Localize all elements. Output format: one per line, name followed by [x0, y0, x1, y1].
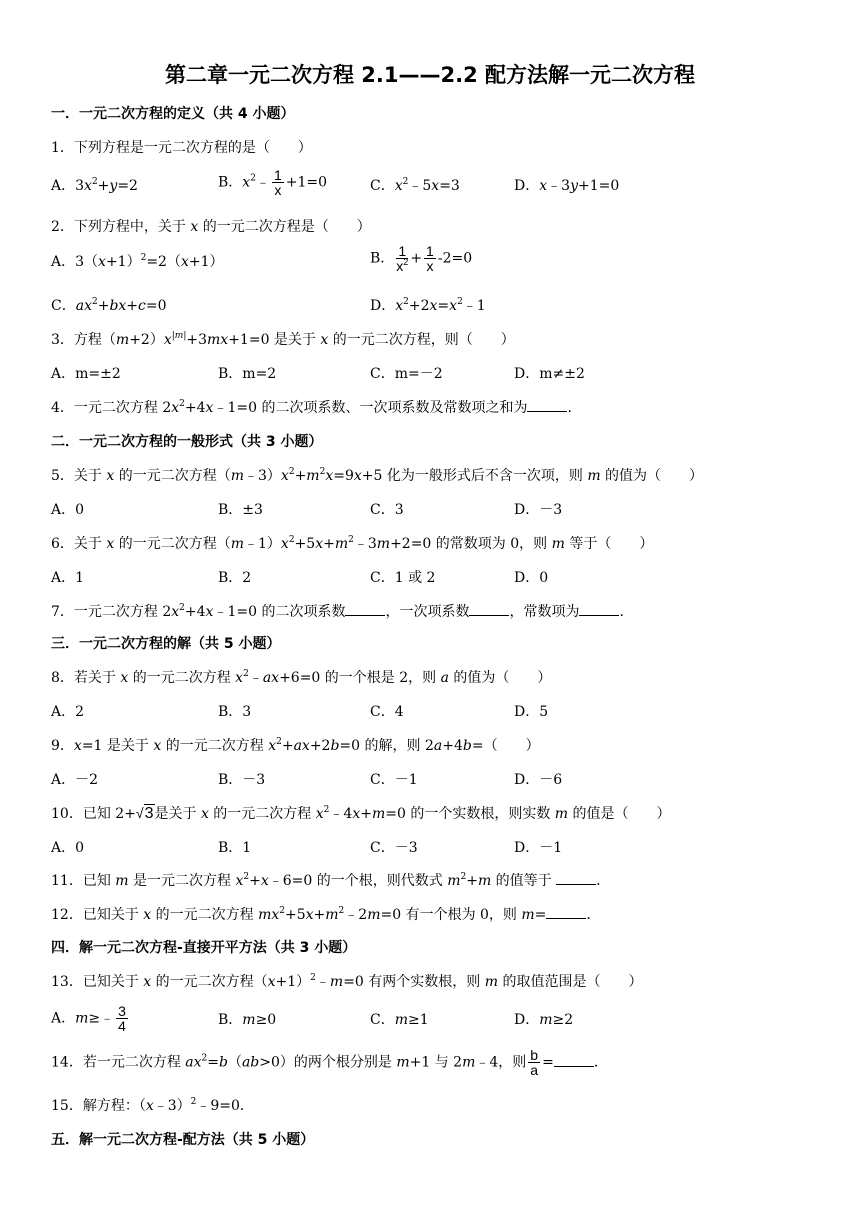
question-5: 5．关于 x 的一元二次方程$(m﹣3)x^2+m^2x=9x+5$ 化为一般形式后不含一次项，则 m 的值为（ ） [51, 467, 704, 484]
q9-option-d: D．－6 [514, 772, 563, 788]
q2-option-a: A．$3(x+1)^2=2(x+1)$ [51, 253, 224, 270]
q1-option-d: D．x﹣3y+1=0 [514, 178, 620, 194]
q5-option-b: B．±3 [218, 502, 263, 518]
q1-option-c: C．$x^2﹣5x=3$ [370, 177, 460, 194]
question-7: 7．一元二次方程 $2x^2+4x﹣1=0$ 的二次项系数 ，一次项系数 ，常数项为 ． [51, 603, 634, 620]
question-3: 3．方程$(m+2)x^{|m|}+3mx+1=0$ 是关于 x 的一元二次方程，则（ ） [51, 331, 515, 348]
section-heading-4: 四．解一元二次方程-直接开平方法（共 3 小题） [51, 940, 357, 956]
q9-option-c: C．－1 [370, 772, 418, 788]
question-1: 1．下列方程是一元二次方程的是（ ） [51, 140, 312, 156]
q6-option-d: D．0 [514, 570, 549, 586]
q2-option-d: D．$x^2+2x=x^2﹣1$ [370, 297, 486, 314]
q3-option-c: C．m=－2 [370, 366, 443, 382]
q10-option-c: C．－3 [370, 840, 418, 856]
section-heading-5: 五．解一元二次方程-配方法（共 5 小题） [51, 1132, 315, 1148]
q8-option-b: B．3 [218, 704, 252, 720]
question-14: 14．若一元二次方程 $ax^2=b(ab>0)$的两个根分别是 m+1 与 2m﹣4，则 $\frac{b}{a}$ = ． [51, 1047, 608, 1078]
q8-option-c: C．4 [370, 704, 404, 720]
q3-option-b: B．m=2 [218, 366, 277, 382]
q1-option-b: B．$x^2﹣$ $\frac{1}{x}$ +1=0 [218, 167, 328, 198]
section-heading-2: 二．一元二次方程的一般形式（共 3 小题） [51, 434, 323, 450]
section-heading-3: 三．一元二次方程的解（共 5 小题） [51, 636, 281, 652]
q3-option-d: D．m≠±2 [514, 366, 585, 382]
q8-option-a: A．2 [51, 704, 85, 720]
question-2: 2．下列方程中，关于 x 的一元二次方程是（ ） [51, 219, 371, 235]
page-title: 第二章一元二次方程 2.1——2.2 配方法解一元二次方程 [164, 63, 696, 87]
question-9: 9．x=1 是关于 x 的一元二次方程 $x^2+ax+2b=0$ 的解，则 2a+4b=（ ） [51, 737, 540, 754]
q13-option-c: C．m≥1 [370, 1012, 429, 1028]
q13-option-a: A．m≥﹣ $\frac{3}{4}$ [51, 1003, 126, 1034]
question-13: 13．已知关于 x 的一元二次方程$(x+1)^2﹣m=0$ 有两个实数根，则 m 的取值范围是（ ） [51, 973, 643, 990]
q5-option-c: C．3 [370, 502, 404, 518]
q1-option-a: A．$3x^2+y=2$ [51, 177, 138, 194]
q13-option-d: D．m≥2 [514, 1012, 574, 1028]
question-8: 8．若关于 x 的一元二次方程 $x^2﹣ax+6=0$ 的一个根是 2，则 a 的值为（ ） [51, 669, 552, 686]
question-10: 10．已知 2+√3是关于 x 的一元二次方程 $x^2﹣4x+m=0$ 的一个实数根，则实数 m 的值是（ ） [51, 805, 671, 822]
q6-option-b: B．2 [218, 570, 252, 586]
q6-option-c: C．1 或 2 [370, 570, 436, 586]
q10-option-b: B．1 [218, 840, 252, 856]
q2-option-b: B． $\frac{1}{x^2}$ + $\frac{1}{x}$ -2=0 [370, 243, 473, 274]
q10-option-a: A．0 [51, 840, 85, 856]
q3-option-a: A．m=±2 [51, 366, 121, 382]
question-6: 6．关于 x 的一元二次方程$(m﹣1)x^2+5x+m^2﹣3m+2=0$ 的常数项为 0，则 m 等于（ ） [51, 535, 654, 552]
q9-option-b: B．－3 [218, 772, 266, 788]
q6-option-a: A．1 [51, 570, 85, 586]
q9-option-a: A．－2 [51, 772, 99, 788]
q10-option-d: D．－1 [514, 840, 563, 856]
question-12: 12．已知关于 x 的一元二次方程 $mx^2+5x+m^2﹣2m=0$ 有一个根为 0，则 m= ． [51, 906, 601, 923]
q8-option-d: D．5 [514, 704, 549, 720]
question-11: 11．已知 m 是一元二次方程 $x^2+x﹣6=0$ 的一个根，则代数式 $m^2+m$ 的值等于 ． [51, 872, 611, 889]
section-heading-1: 一．一元二次方程的定义（共 4 小题） [51, 106, 295, 122]
q2-option-c: C．$ax^2+bx+c=0$ [51, 297, 167, 314]
question-15: 15．解方程：（x﹣3）$^2$﹣9=0． [51, 1097, 254, 1114]
q5-option-a: A．0 [51, 502, 85, 518]
q5-option-d: D．－3 [514, 502, 563, 518]
question-4: 4．一元二次方程 $2x^2+4x﹣1=0$ 的二次项系数、一次项系数及常数项之和为 ． [51, 399, 582, 416]
q13-option-b: B．m≥0 [218, 1012, 277, 1028]
